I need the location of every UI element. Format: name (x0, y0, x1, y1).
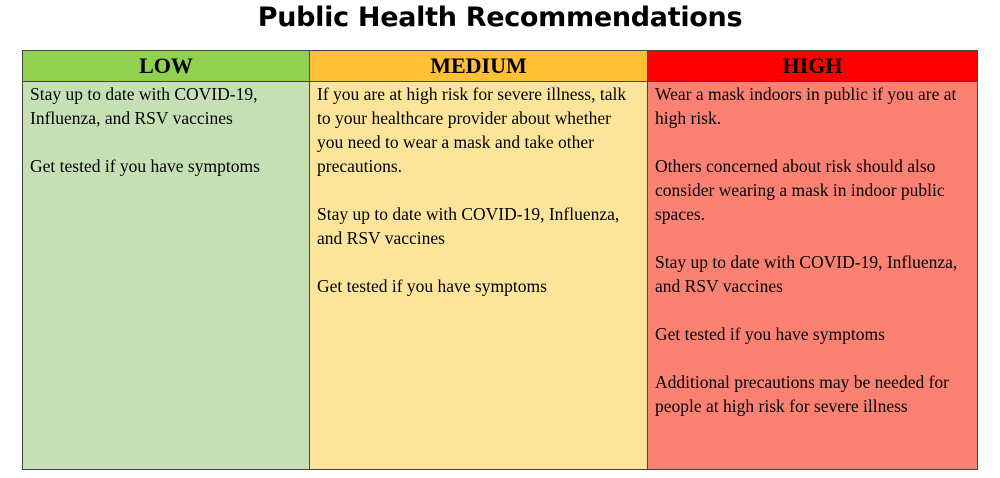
high-recommendation-5: Additional precautions may be needed for people at high risk for severe illness (655, 372, 949, 416)
medium-recommendation-2: Stay up to date with COVID-19, Influenza, and RSV vaccines (317, 204, 620, 248)
header-low: LOW (23, 51, 310, 82)
table-body-row (23, 82, 978, 470)
low-recommendation-1: Stay up to date with COVID-19, Influenza, and RSV vaccines (30, 84, 258, 128)
header-high: HIGH (648, 51, 978, 82)
cell-medium (310, 82, 648, 470)
recommendations-table (22, 50, 978, 470)
header-medium: MEDIUM (310, 51, 648, 82)
medium-recommendation-3: Get tested if you have symptoms (317, 276, 547, 296)
page-title: Public Health Recommendations (257, 2, 743, 33)
high-recommendation-1: Wear a mask indoors in public if you are at high risk. (655, 84, 957, 128)
cell-low (23, 82, 310, 470)
cell-high (648, 82, 978, 470)
low-recommendation-2: Get tested if you have symptoms (30, 156, 260, 176)
table-header-row (23, 51, 978, 82)
high-recommendation-3: Stay up to date with COVID-19, Influenza, and RSV vaccines (655, 252, 958, 296)
medium-recommendation-1: If you are at high risk for severe illness, talk to your healthcare provider about whether you need to wear a mask and take other precautions. (317, 84, 627, 176)
high-recommendation-2: Others concerned about risk should also consider wearing a mask in indoor public spaces. (655, 156, 945, 224)
high-recommendation-4: Get tested if you have symptoms (655, 324, 885, 344)
